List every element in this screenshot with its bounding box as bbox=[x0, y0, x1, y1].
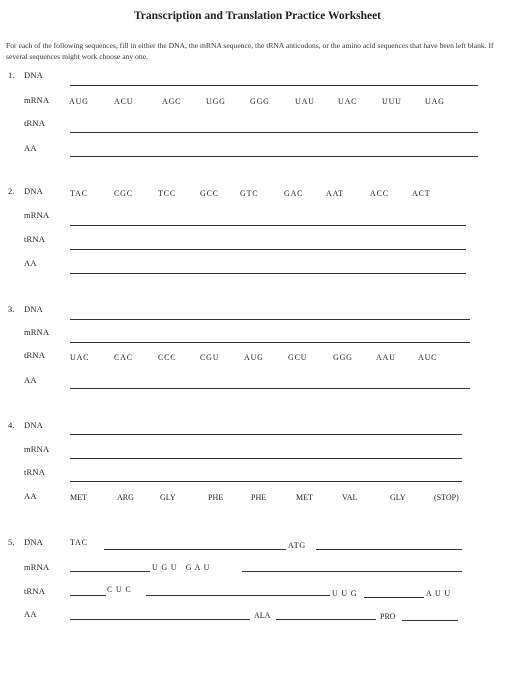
trna-label: tRNA bbox=[24, 350, 46, 360]
aa-label: AA bbox=[24, 143, 37, 153]
worksheet-title: Transcription and Translation Practice Worksheet bbox=[133, 10, 382, 22]
trna-label: tRNA bbox=[24, 118, 46, 128]
dna-label: DNA bbox=[24, 420, 44, 430]
amino-acid: VAL bbox=[342, 493, 358, 502]
dna-label: DNA bbox=[24, 186, 44, 196]
aa-label: AA bbox=[24, 258, 37, 268]
codon: ACU bbox=[114, 97, 134, 106]
codon: UGG bbox=[206, 97, 226, 106]
mrna-label: mRNA bbox=[24, 327, 50, 337]
codon: U U G bbox=[332, 589, 358, 598]
mrna-label: mRNA bbox=[24, 444, 50, 454]
mrna-label: mRNA bbox=[24, 210, 50, 220]
amino-acid: GLY bbox=[160, 493, 176, 502]
trna-label: tRNA bbox=[24, 234, 46, 244]
dna-answer-line[interactable] bbox=[316, 549, 462, 550]
trna-answer-line[interactable] bbox=[70, 132, 478, 133]
problem-number: 1. bbox=[8, 70, 15, 80]
amino-acid: ALA bbox=[254, 611, 271, 620]
instructions: For each of the following sequences, fill in either the DNA, the mRNA sequence, the tRNA anticodons, or the amino acid sequences that have been left blank. If several sequences might work choose any one. bbox=[6, 41, 494, 61]
aa-label: AA bbox=[24, 491, 37, 501]
codon: UAU bbox=[295, 97, 315, 106]
problem-number: 2. bbox=[8, 186, 15, 196]
amino-acid: PHE bbox=[251, 493, 267, 502]
codon: ACT bbox=[412, 189, 431, 198]
trna-answer-line[interactable] bbox=[70, 249, 466, 250]
aa-answer-line[interactable] bbox=[70, 156, 478, 157]
codon: UAC bbox=[338, 97, 358, 106]
amino-acid: GLY bbox=[390, 493, 406, 502]
dna-label: DNA bbox=[24, 537, 44, 547]
dna-label: DNA bbox=[24, 70, 44, 80]
amino-acid: (STOP) bbox=[434, 493, 459, 502]
problem-number: 3. bbox=[8, 304, 15, 314]
mrna-label: mRNA bbox=[24, 562, 50, 572]
trna-answer-line[interactable] bbox=[70, 595, 106, 596]
codon: GAC bbox=[284, 189, 304, 198]
codon: A U U bbox=[426, 589, 451, 598]
aa-label: AA bbox=[24, 375, 37, 385]
dna-answer-line[interactable] bbox=[70, 434, 462, 435]
trna-label: tRNA bbox=[24, 586, 46, 596]
problem-number: 4. bbox=[8, 420, 15, 430]
dna-answer-line[interactable] bbox=[70, 85, 478, 86]
mrna-label: mRNA bbox=[24, 95, 50, 105]
mrna-answer-line[interactable] bbox=[70, 571, 150, 572]
amino-acid: ARG bbox=[117, 493, 134, 502]
codon: GCC bbox=[200, 189, 219, 198]
codon: AUC bbox=[418, 353, 438, 362]
codon: AAU bbox=[376, 353, 396, 362]
codon: CAC bbox=[114, 353, 133, 362]
aa-answer-line[interactable] bbox=[276, 619, 376, 620]
aa-answer-line[interactable] bbox=[70, 273, 466, 274]
codon: AAT bbox=[326, 189, 344, 198]
amino-acid: PHE bbox=[208, 493, 224, 502]
trna-label: tRNA bbox=[24, 467, 46, 477]
problem-number: 5. bbox=[8, 537, 15, 547]
codon: UAC bbox=[70, 353, 90, 362]
mrna-answer-line[interactable] bbox=[70, 458, 462, 459]
codon: U G U G A U bbox=[152, 563, 211, 572]
aa-answer-line[interactable] bbox=[70, 388, 470, 389]
amino-acid: PRO bbox=[380, 612, 396, 621]
codon: CGU bbox=[200, 353, 220, 362]
codon: GGG bbox=[250, 97, 270, 106]
codon: UUU bbox=[382, 97, 402, 106]
aa-answer-line[interactable] bbox=[70, 619, 250, 620]
codon: C U C bbox=[107, 585, 132, 594]
mrna-answer-line[interactable] bbox=[70, 342, 470, 343]
codon: AUG bbox=[244, 353, 264, 362]
mrna-answer-line[interactable] bbox=[70, 225, 466, 226]
codon: CCC bbox=[158, 353, 177, 362]
trna-answer-line[interactable] bbox=[70, 481, 462, 482]
codon: UAG bbox=[425, 97, 445, 106]
trna-answer-line[interactable] bbox=[146, 595, 330, 596]
codon: GGG bbox=[333, 353, 353, 362]
codon: TAC bbox=[70, 538, 88, 547]
dna-answer-line[interactable] bbox=[70, 319, 470, 320]
amino-acid: MET bbox=[296, 493, 313, 502]
codon: CGC bbox=[114, 189, 133, 198]
aa-answer-line[interactable] bbox=[402, 620, 458, 621]
mrna-answer-line[interactable] bbox=[242, 571, 462, 572]
codon: TAC bbox=[70, 189, 88, 198]
codon: GTC bbox=[240, 189, 259, 198]
codon: ACC bbox=[370, 189, 389, 198]
dna-label: DNA bbox=[24, 304, 44, 314]
codon: AGC bbox=[162, 97, 182, 106]
aa-label: AA bbox=[24, 609, 37, 619]
codon: ATG bbox=[288, 541, 306, 550]
trna-answer-line[interactable] bbox=[364, 597, 424, 598]
codon: TCC bbox=[158, 189, 176, 198]
codon: AUG bbox=[69, 97, 89, 106]
dna-answer-line[interactable] bbox=[104, 549, 286, 550]
amino-acid: MET bbox=[70, 493, 87, 502]
codon: GCU bbox=[288, 353, 308, 362]
